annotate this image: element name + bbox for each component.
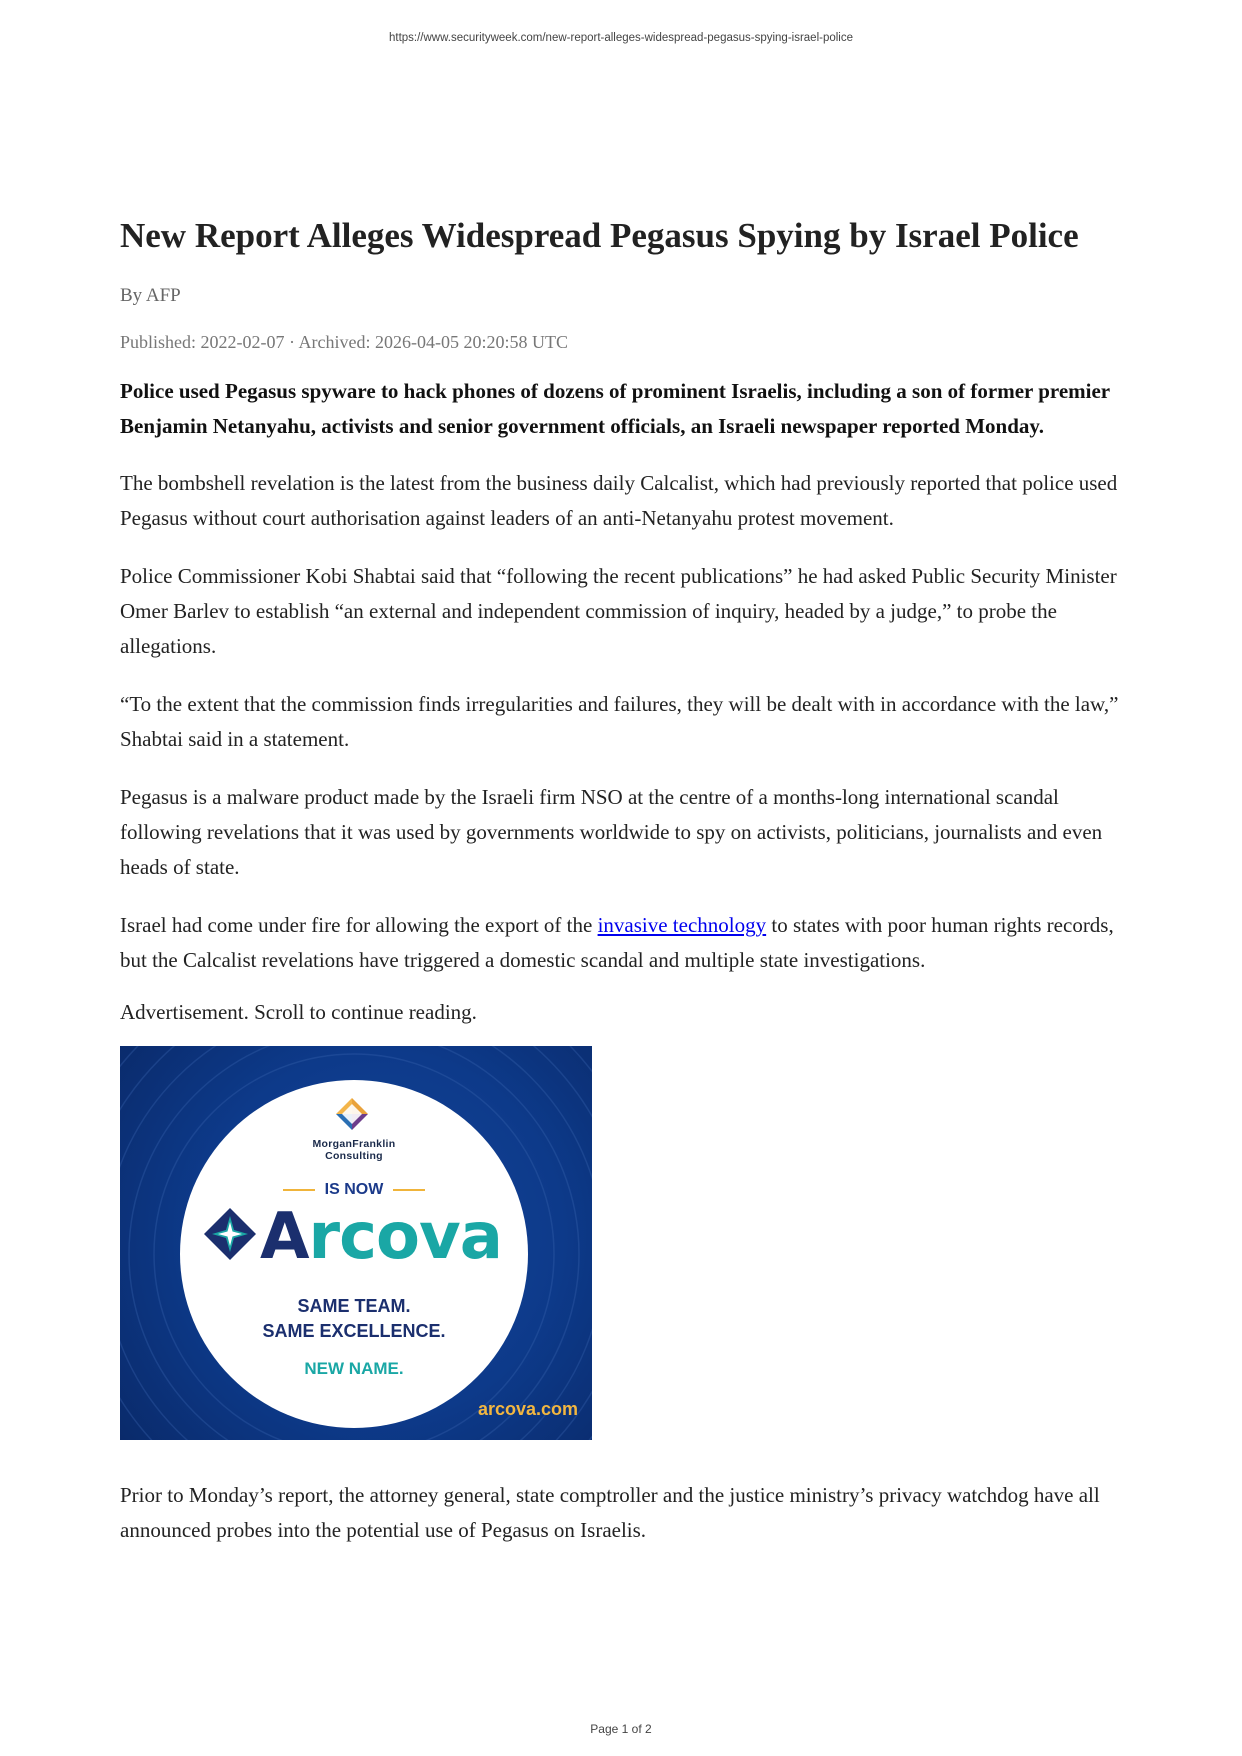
paragraph-5-before: Israel had come under fire for allowing the export of the: [120, 913, 598, 937]
article-title: New Report Alleges Widespread Pegasus Spying by Israel Police: [120, 216, 1079, 255]
wordmark-rest: rcova: [308, 1200, 502, 1274]
paragraph-after-ad: Prior to Monday’s report, the attorney general, state comptroller and the justice ministry’s privacy watchdog have all announced probes into the potential use of Pegasus on Israelis.: [120, 1483, 1100, 1542]
morganfranklin-logo-icon: [334, 1096, 370, 1132]
arcova-wordmark: [260, 1202, 502, 1272]
is-now-row: [180, 1181, 528, 1199]
page-url: https://www.securityweek.com/new-report-alleges-widespread-pegasus-spying-israel-police: [388, 32, 854, 44]
tagline-same-team: SAME TEAM.: [297, 1296, 411, 1316]
tagline-same-excellence: SAME EXCELLENCE.: [262, 1321, 446, 1341]
old-company-line2: Consulting: [325, 1150, 383, 1162]
article-lead: Police used Pegasus spyware to hack phones of dozens of prominent Israelis, including a son of former premier Benjamin Netanyahu, activists and senior government officials, an Israeli newspaper reported Monday.: [120, 379, 1110, 438]
arcova-star-icon: [203, 1207, 257, 1261]
paragraph-3: “To the extent that the commission finds irregularities and failures, they will be dealt with in accordance with the law,” Shabtai said in a statement.: [120, 692, 1119, 751]
paragraph-2: Police Commissioner Kobi Shabtai said that “following the recent publications” he had asked Public Security Minister Omer Barlev to establish “an external and independent commission of inquiry, headed by a judge,” to probe the allegations.: [120, 564, 1117, 658]
wordmark-first: A: [260, 1200, 309, 1274]
is-now-text: IS NOW: [324, 1181, 384, 1198]
paragraph-5: [120, 908, 1130, 978]
byline: By AFP: [120, 285, 181, 306]
old-company-line1: MorganFranklin: [312, 1138, 396, 1150]
page-number: Page 1 of 2: [590, 1722, 652, 1736]
ad-notice: Advertisement. Scroll to continue reading.: [120, 1000, 477, 1024]
invasive-technology-link[interactable]: invasive technology: [597, 913, 767, 937]
article: [120, 214, 1130, 1548]
publish-meta: Published: 2022-02-07 · Archived: 2026-04-05 20:20:58 UTC: [120, 332, 568, 352]
advertisement-banner[interactable]: [120, 1046, 592, 1440]
tagline-new-name: NEW NAME.: [304, 1359, 404, 1378]
divider-left: [283, 1189, 315, 1191]
old-company-name: [180, 1138, 528, 1162]
paragraph-4: Pegasus is a malware product made by the Israeli firm NSO at the centre of a months-long international scandal following revelations that it was used by governments worldwide to spy on activists, politicians, journalists and even heads of state.: [120, 785, 1103, 879]
paragraph-5-after: to states with poor human rights records, but the Calcalist revelations have triggered a domestic scandal and multiple state investigations.: [120, 913, 1114, 972]
ad-url[interactable]: arcova.com: [477, 1399, 578, 1419]
paragraph-1: The bombshell revelation is the latest from the business daily Calcalist, which had previously reported that police used Pegasus without court authorisation against leaders of an anti-Netanyahu protest movement.: [120, 471, 1118, 530]
divider-right: [393, 1189, 425, 1191]
